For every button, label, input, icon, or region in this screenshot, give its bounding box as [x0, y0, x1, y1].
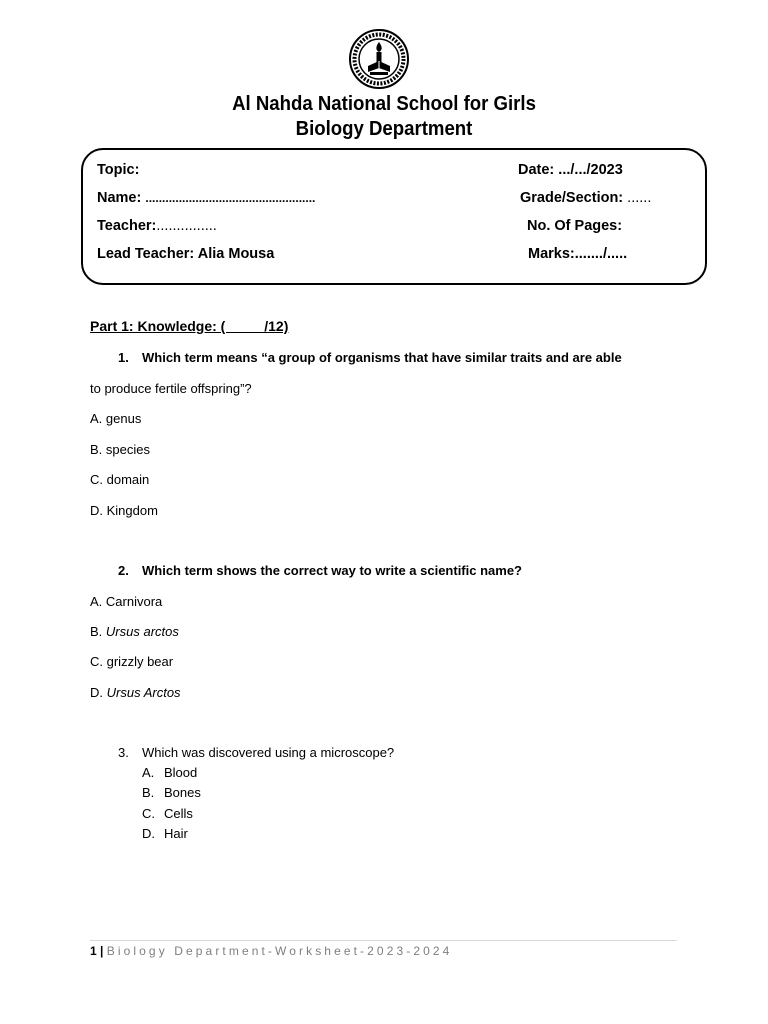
topic-field [97, 161, 139, 179]
school-logo [346, 28, 412, 90]
option-text: grizzly bear [106, 654, 174, 669]
question-3-option-c-letter: C. [142, 806, 155, 821]
teacher-label: Teacher: [97, 218, 157, 234]
marks-field [528, 245, 627, 263]
topic-label: Topic: [97, 162, 140, 178]
question-3-number: 3. [118, 745, 129, 760]
option-letter: A. [90, 594, 103, 609]
footer-separator: | [100, 944, 104, 958]
date-value: .../.../2023 [558, 162, 623, 178]
question-1-text: Which term means “a group of organisms that have similar traits and are able [142, 350, 622, 365]
footer-divider [90, 940, 677, 941]
question-1-option-c: C. domain [90, 472, 150, 487]
question-1-number: 1. [118, 350, 129, 365]
option-letter: C. [90, 654, 103, 669]
option-text: Ursus arctos [105, 624, 179, 639]
option-text: Ursus Arctos [106, 685, 181, 700]
question-3-option-c-text: Cells [164, 806, 193, 821]
pages-label: No. Of Pages: [527, 218, 623, 234]
question-3-option-d-letter: D. [142, 826, 155, 841]
question-3-text: Which was discovered using a microscope? [142, 745, 395, 760]
name-value: ................................................... [145, 191, 316, 205]
question-3-option-a-letter: A. [142, 765, 155, 780]
lead-teacher-value: Alia Mousa [197, 246, 275, 262]
question-3-option-b-letter: B. [142, 785, 155, 800]
marks-label: Marks: [528, 246, 575, 262]
question-1-option-b: B. species [90, 442, 150, 457]
question-3-option-d-text: Hair [164, 826, 188, 841]
date-label: Date: [518, 162, 555, 178]
marks-value: ......./..... [574, 246, 628, 262]
grade-value: ...... [627, 190, 652, 206]
teacher-value: ............... [156, 218, 217, 234]
question-3-option-a-text: Blood [164, 765, 198, 780]
department-name: Biology Department [295, 118, 473, 140]
question-1-option-a: A. genus [90, 411, 142, 426]
option-letter: B. [90, 624, 103, 639]
lead-teacher-label: Lead Teacher: [97, 246, 195, 262]
question-2-number: 2. [118, 563, 129, 578]
name-label: Name: [97, 190, 142, 206]
page-footer [90, 943, 452, 959]
option-letter: D. [90, 685, 103, 700]
school-crest-icon [346, 28, 412, 90]
question-2-option-a [90, 594, 162, 610]
part-1-heading: Part 1: Knowledge: ( /12) [90, 318, 289, 334]
lead-teacher-field [97, 245, 274, 263]
name-field [97, 189, 315, 207]
date-field [518, 161, 623, 179]
school-name: Al Nahda National School for Girls [232, 93, 536, 115]
question-2-text: Which term shows the correct way to write a scientific name? [142, 563, 522, 578]
question-2-option-d [90, 685, 181, 701]
question-2-option-b [90, 624, 179, 640]
page-number: 1 [90, 944, 97, 958]
pages-field [527, 217, 622, 235]
grade-field [520, 189, 651, 207]
question-3-option-b-text: Bones [164, 785, 201, 800]
teacher-field [97, 217, 217, 235]
option-text: Carnivora [105, 594, 163, 609]
question-1-text-continued: to produce fertile offspring”? [90, 381, 252, 396]
grade-label: Grade/Section: [520, 190, 624, 206]
question-1-option-d: D. Kingdom [90, 503, 158, 518]
question-2-option-c [90, 654, 173, 670]
footer-title: Biology Department-Worksheet-2023-2024 [106, 944, 453, 958]
